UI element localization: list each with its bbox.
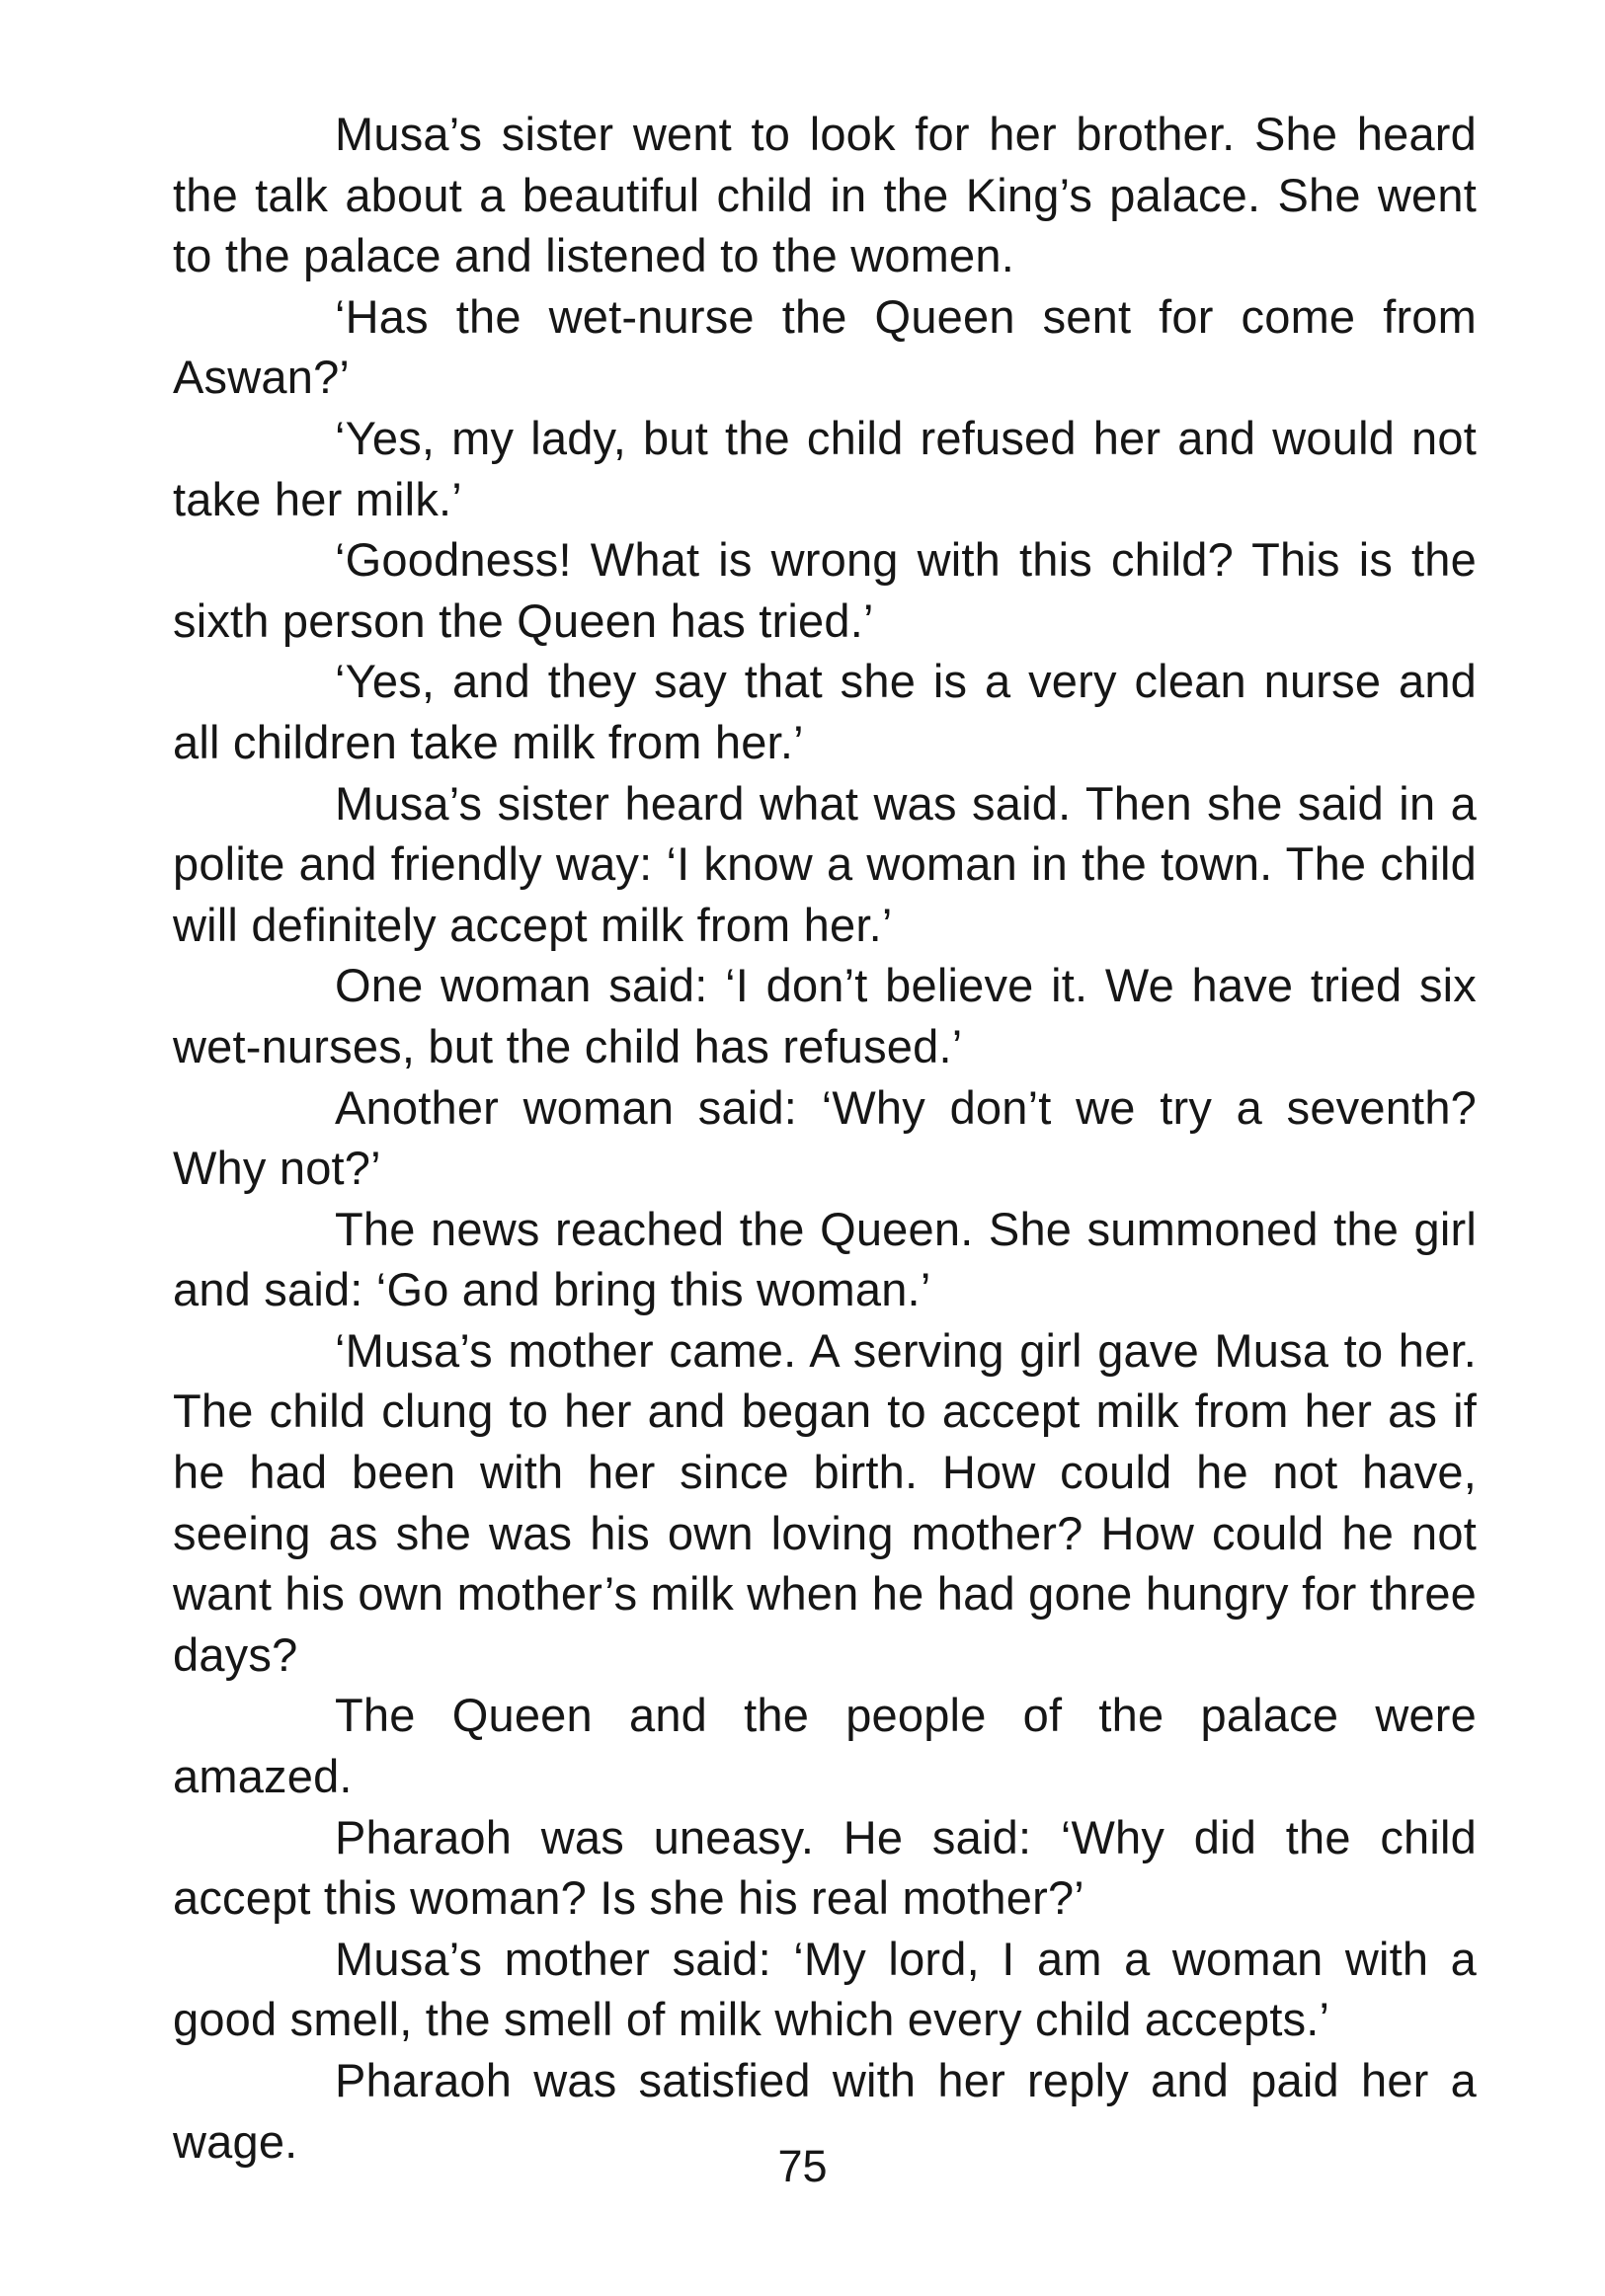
paragraph: ‘Goodness! What is wrong with this child? This is the sixth person the Queen has tried.’	[173, 533, 1477, 647]
paragraph: Pharaoh was satisfied with her reply and paid her a wage.	[173, 2054, 1477, 2168]
paragraph: Musa’s sister heard what was said. Then she said in a polite and friendly way: ‘I know a woman in the town. The child will definitely accept milk from her.’	[173, 776, 1477, 951]
paragraph: The news reached the Queen. She summoned the girl and said: ‘Go and bring this woman.’	[173, 1202, 1477, 1316]
paragraph: ‘Yes, my lady, but the child refused her and would not take her milk.’	[173, 411, 1477, 525]
paragraph: The Queen and the people of the palace were amazed.	[173, 1689, 1477, 1803]
paragraph: Another woman said: ‘Why don’t we try a seventh? Why not?’	[173, 1080, 1477, 1195]
paragraph: Musa’s sister went to look for her brother. She heard the talk about a beautiful child in the King’s palace. She went to the palace and listened to the women.	[173, 108, 1477, 282]
paragraph: ‘Has the wet-nurse the Queen sent for come from Aswan?’	[173, 289, 1477, 404]
page-number: 75	[777, 2141, 828, 2191]
paragraph: One woman said: ‘I don’t believe it. We have tried six wet-nurses, but the child has refused.’	[173, 959, 1477, 1072]
paragraph: ‘Musa’s mother came. A serving girl gave Musa to her. The child clung to her and began to accept milk from her as if he had been with her since birth. How could he not have, seeing as she was his own loving mother? How could he not want his own mother’s milk when he had gone hungry for three days?	[173, 1323, 1477, 1681]
paragraph: Pharaoh was uneasy. He said: ‘Why did the child accept this woman? Is she his real mother?’	[173, 1810, 1477, 1925]
body-text	[173, 104, 1477, 2172]
paragraph: ‘Yes, and they say that she is a very clean nurse and all children take milk from her.’	[173, 655, 1477, 768]
paragraph: Musa’s mother said: ‘My lord, I am a woman with a good smell, the smell of milk which every child accepts.’	[173, 1932, 1477, 2046]
